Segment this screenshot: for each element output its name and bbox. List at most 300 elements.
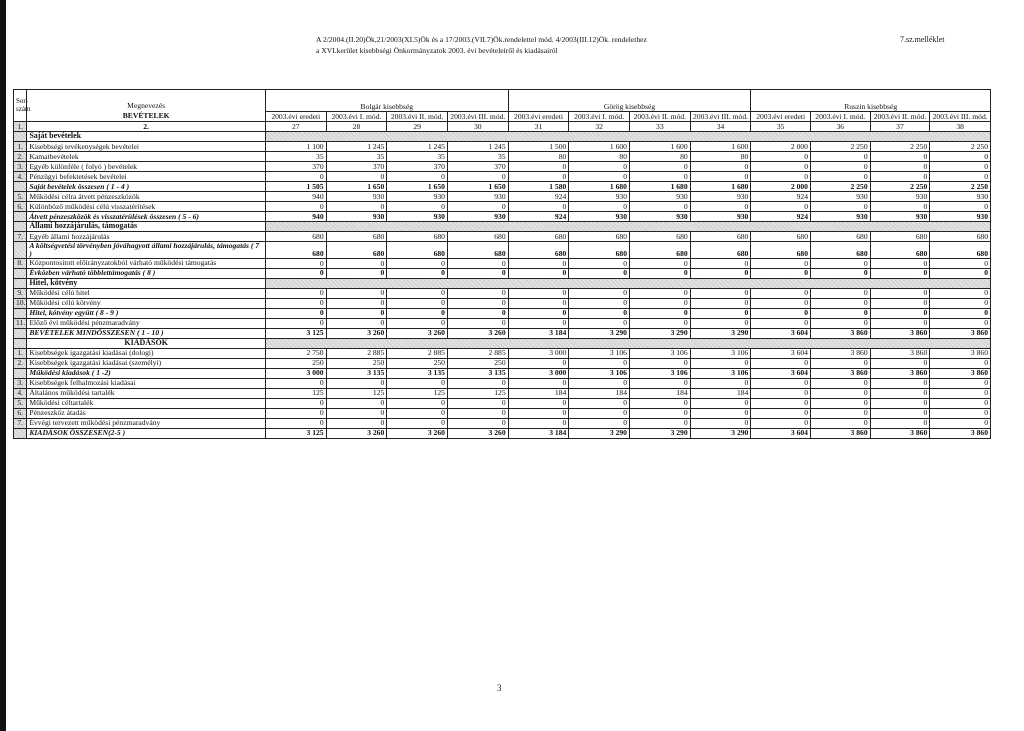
row-value: 0 [387,268,448,278]
row-value: 0 [326,308,387,318]
col-index-9: 36 [810,122,870,132]
row-value: 924 [751,192,811,202]
col-index-11: 38 [930,122,991,132]
row-value: 3 860 [930,348,991,358]
row-value: 0 [751,418,811,428]
row-value: 0 [569,202,630,212]
row-value: 0 [265,398,326,408]
row-value: 0 [751,358,811,368]
row-value: 0 [870,358,930,368]
row-value: 1 600 [569,142,630,152]
row-value: 0 [930,318,991,328]
row-value: 930 [870,192,930,202]
page-number: 3 [497,683,502,693]
row-value: 0 [690,162,751,172]
row-value: 0 [387,418,448,428]
row-value: 0 [629,408,690,418]
row-value: 3 604 [751,348,811,358]
row-label: Kisebbségek igazgatási kiadásai (személyi) [27,358,266,368]
subheader-1-2: 2003.évi II. mód. [629,112,690,122]
row-value: 3 860 [870,368,930,378]
row-value: 1 245 [326,142,387,152]
row-value: 3 860 [930,368,991,378]
row-value: 0 [810,298,870,308]
row-value: 0 [690,298,751,308]
row-value: 0 [810,258,870,268]
row-label: A költségvetési törvényben jóváhagyott állami hozzájárulás, támogatás ( 7 ) [27,242,266,259]
row-label: Pénzügyi befektetések bevételei [27,172,266,182]
row-value: 125 [387,388,448,398]
row-value: 0 [326,298,387,308]
table-row [14,328,991,338]
row-value: 0 [265,172,326,182]
row-value: 680 [447,242,508,259]
row-value: 80 [569,152,630,162]
row-value: 0 [810,388,870,398]
row-value: 3 860 [870,348,930,358]
row-value: 0 [629,202,690,212]
row-value: 1 650 [447,182,508,192]
row-value: 3 125 [265,328,326,338]
row-value: 0 [508,318,569,328]
row-number: 3. [14,162,27,172]
row-value: 35 [387,152,448,162]
row-value: 184 [629,388,690,398]
scan-edge-bar [0,0,6,731]
row-value: 0 [690,268,751,278]
row-value: 0 [569,318,630,328]
row-value: 0 [508,418,569,428]
row-value: 250 [265,358,326,368]
row-value: 2 885 [387,348,448,358]
row-value: 930 [447,192,508,202]
row-value: 930 [569,212,630,222]
row-value: 0 [569,258,630,268]
row-value: 0 [265,318,326,328]
table-row [14,192,991,202]
table-row [14,378,991,388]
row-value: 3 260 [447,328,508,338]
row-value: 0 [870,162,930,172]
annex-label: 7.sz.melléklet [900,35,945,44]
row-value: 1 680 [569,182,630,192]
group-ruszin: Ruszin kisebbség [751,90,991,112]
row-value: 0 [870,268,930,278]
row-value: 2 250 [870,182,930,192]
row-label: Kisebbségek felhalmozási kiadásai [27,378,266,388]
col-index-4: 31 [508,122,569,132]
row-number: 11. [14,318,27,328]
row-value: 3 860 [930,428,991,438]
row-value: 0 [751,172,811,182]
row-value: 3 135 [326,368,387,378]
row-fill [265,338,990,348]
row-value: 0 [508,358,569,368]
row-value: 0 [326,268,387,278]
row-value: 1 650 [326,182,387,192]
col-index-10: 37 [870,122,930,132]
row-value: 0 [690,258,751,268]
row-value: 930 [870,212,930,222]
row-value: 680 [870,232,930,242]
row-value: 0 [508,308,569,318]
row-value: 370 [387,162,448,172]
row-value: 930 [447,212,508,222]
subheader-0-2: 2003.évi II. mód. [387,112,448,122]
row-value: 2 000 [751,182,811,192]
row-value: 0 [870,398,930,408]
row-value: 930 [930,192,991,202]
row-value: 3 106 [629,368,690,378]
row-label: Különböző működési célú visszatérítések [27,202,266,212]
row-value: 0 [690,288,751,298]
row-number [14,338,27,348]
table-row [14,212,991,222]
row-value: 0 [265,308,326,318]
row-label: Általános működési tartalék [27,388,266,398]
table-row [14,162,991,172]
row-value: 0 [447,398,508,408]
row-value: 930 [569,192,630,202]
document-header [316,34,647,56]
row-value: 1 600 [629,142,690,152]
col-index-8: 35 [751,122,811,132]
row-value: 0 [447,268,508,278]
row-value: 3 184 [508,428,569,438]
row-value: 35 [326,152,387,162]
row-number: 5. [14,398,27,408]
row-value: 680 [326,242,387,259]
row-value: 0 [265,202,326,212]
col-index-first: 1. [14,122,27,132]
row-value: 3 860 [870,428,930,438]
row-value: 0 [751,288,811,298]
row-value: 0 [447,308,508,318]
row-value: 0 [930,398,991,408]
subheader-1-0: 2003.évi eredeti [508,112,569,122]
row-value: 3 106 [690,368,751,378]
row-value: 0 [751,378,811,388]
row-value: 930 [690,212,751,222]
row-number: 7. [14,232,27,242]
row-value: 0 [447,408,508,418]
row-label: Pénzeszköz átadás [27,408,266,418]
row-value: 0 [930,378,991,388]
table-row [14,258,991,268]
row-value: 0 [751,308,811,318]
row-number: 2. [14,358,27,368]
row-value: 0 [569,378,630,388]
row-value: 0 [387,258,448,268]
row-value: 3 106 [569,368,630,378]
table-row [14,418,991,428]
row-number [14,222,27,232]
row-value: 2 000 [751,142,811,152]
row-number: 6. [14,408,27,418]
header-line-1: A 2/2004.(II.20)Ök,21/2003(XI.5)Ök és a 17/2003.(VII.7)Ök.rendelettel mód. 4/2003(III.12)Ök. rendelethez [316,35,647,44]
row-number: 7. [14,418,27,428]
row-value: 1 680 [629,182,690,192]
row-value: 680 [629,232,690,242]
group-gorog: Görög kisebbség [508,90,751,112]
row-value: 0 [629,258,690,268]
row-number: 9. [14,288,27,298]
row-value: 1 650 [387,182,448,192]
row-value: 0 [508,258,569,268]
row-value: 0 [810,418,870,428]
col-index-6: 33 [629,122,690,132]
row-label: Előző évi működési pénzmaradvány [27,318,266,328]
table-row [14,222,991,232]
row-value: 680 [629,242,690,259]
row-value: 0 [629,308,690,318]
col-index-5: 32 [569,122,630,132]
row-value: 0 [690,308,751,318]
row-value: 1 500 [508,142,569,152]
table-row [14,242,991,259]
row-value: 0 [930,418,991,428]
row-value: 924 [751,212,811,222]
row-value: 0 [326,408,387,418]
row-value: 0 [870,172,930,182]
megnevezes-label: Megnevezés [127,101,166,110]
row-value: 0 [930,288,991,298]
subheader-0-3: 2003.évi III. mód. [447,112,508,122]
row-value: 1 580 [508,182,569,192]
row-value: 3 260 [447,428,508,438]
row-value: 0 [930,408,991,418]
row-value: 0 [265,268,326,278]
row-value: 250 [387,358,448,368]
row-value: 0 [810,408,870,418]
row-value: 0 [751,162,811,172]
row-value: 3 290 [569,428,630,438]
row-value: 0 [810,308,870,318]
row-value: 0 [387,308,448,318]
row-value: 184 [690,388,751,398]
sorszam-header: Sor-szám [14,90,27,122]
row-value: 2 250 [810,182,870,192]
table-row [14,408,991,418]
row-value: 0 [326,398,387,408]
row-number [14,278,27,288]
row-value: 3 860 [930,328,991,338]
row-value: 0 [569,298,630,308]
row-value: 1 100 [265,142,326,152]
table-row [14,182,991,192]
row-value: 0 [508,408,569,418]
row-label: Átvett pénzeszközök és visszatérülések összesen ( 5 - 6) [27,212,266,222]
row-value: 2 250 [930,142,991,152]
row-value: 370 [447,162,508,172]
row-value: 0 [629,162,690,172]
row-value: 680 [751,242,811,259]
row-value: 80 [690,152,751,162]
row-value: 0 [930,308,991,318]
row-value: 0 [930,268,991,278]
table-row [14,398,991,408]
row-value: 680 [751,232,811,242]
row-value: 3 860 [810,368,870,378]
row-value: 2 250 [930,182,991,192]
row-value: 940 [265,212,326,222]
row-value: 0 [930,358,991,368]
row-value: 0 [751,298,811,308]
row-value: 0 [870,408,930,418]
row-value: 3 290 [569,328,630,338]
row-value: 0 [690,418,751,428]
row-value: 0 [930,152,991,162]
row-value: 3 260 [387,428,448,438]
col-index-1: 28 [326,122,387,132]
row-value: 3 290 [629,428,690,438]
table-row [14,202,991,212]
row-value: 0 [810,268,870,278]
row-number: 10. [14,298,27,308]
row-value: 0 [447,318,508,328]
table-row [14,132,991,142]
row-value: 3 000 [265,368,326,378]
row-number: 1. [14,142,27,152]
row-value: 3 604 [751,368,811,378]
row-value: 0 [326,418,387,428]
row-value: 2 750 [265,348,326,358]
row-value: 0 [387,202,448,212]
row-value: 0 [810,318,870,328]
row-number: 6. [14,202,27,212]
subheader-1-1: 2003.évi I. mód. [569,112,630,122]
row-value: 930 [326,212,387,222]
row-value: 680 [508,232,569,242]
row-value: 0 [690,318,751,328]
row-value: 35 [447,152,508,162]
row-value: 0 [930,172,991,182]
row-value: 0 [265,418,326,428]
table-row [14,318,991,328]
row-value: 0 [508,378,569,388]
col-index-3: 30 [447,122,508,132]
subheader-1-3: 2003.évi III. mód. [690,112,751,122]
subheader-2-3: 2003.évi III. mód. [930,112,991,122]
row-value: 0 [629,358,690,368]
row-value: 0 [387,408,448,418]
subheader-0-1: 2003.évi I. mód. [326,112,387,122]
subheader-2-2: 2003.évi II. mód. [870,112,930,122]
row-value: 0 [326,378,387,388]
table-row [14,388,991,398]
row-value: 3 604 [751,328,811,338]
row-value: 0 [930,162,991,172]
row-value: 0 [508,162,569,172]
row-value: 3 860 [810,428,870,438]
row-value: 0 [751,268,811,278]
row-value: 0 [569,418,630,428]
row-value: 0 [447,298,508,308]
table-row [14,308,991,318]
row-value: 0 [326,318,387,328]
subheader-0-0: 2003.évi eredeti [265,112,326,122]
row-value: 35 [265,152,326,162]
table-row [14,268,991,278]
row-value: 0 [569,172,630,182]
row-value: 680 [569,242,630,259]
row-value: 3 290 [690,328,751,338]
row-value: 0 [387,288,448,298]
row-number [14,328,27,338]
row-number [14,428,27,438]
col-index-second: 2. [27,122,266,132]
row-value: 0 [810,152,870,162]
row-value: 680 [387,232,448,242]
row-fill [265,222,990,232]
row-value: 1 245 [447,142,508,152]
row-value: 0 [265,298,326,308]
row-value: 3 860 [810,328,870,338]
row-label: Működési célra átvett pénzeszközök [27,192,266,202]
row-label: Kisebbségi tevékenységek bevételei [27,142,266,152]
subheader-2-1: 2003.évi I. mód. [810,112,870,122]
row-value: 0 [447,288,508,298]
row-value: 0 [326,288,387,298]
row-value: 1 600 [690,142,751,152]
row-value: 680 [690,232,751,242]
row-value: 250 [447,358,508,368]
table-row [14,298,991,308]
row-value: 0 [751,318,811,328]
row-label: Működési célú kötvény [27,298,266,308]
row-label: Működési célú hitel [27,288,266,298]
row-value: 0 [870,258,930,268]
row-value: 0 [387,318,448,328]
row-label: Működési céltartalék [27,398,266,408]
row-value: 680 [930,232,991,242]
row-value: 0 [326,172,387,182]
row-value: 0 [870,308,930,318]
group-bolgar: Bolgár kisebbség [265,90,508,112]
row-value: 0 [690,408,751,418]
row-value: 0 [930,258,991,268]
row-value: 2 250 [810,142,870,152]
row-value: 0 [508,202,569,212]
row-label: KIADÁSOK [27,338,266,348]
row-value: 680 [447,232,508,242]
row-value: 0 [810,378,870,388]
col-index-7: 34 [690,122,751,132]
row-number [14,212,27,222]
row-value: 2 250 [870,142,930,152]
row-value: 0 [508,398,569,408]
row-value: 930 [810,192,870,202]
row-value: 0 [930,388,991,398]
row-value: 0 [508,298,569,308]
row-value: 0 [508,268,569,278]
row-value: 3 290 [629,328,690,338]
row-value: 680 [265,232,326,242]
row-label: Saját bevételek [27,132,266,142]
row-value: 930 [629,192,690,202]
col-index-2: 29 [387,122,448,132]
row-number: 2. [14,152,27,162]
row-value: 0 [870,298,930,308]
row-value: 0 [326,258,387,268]
row-label: Kamatbevételek [27,152,266,162]
table-row [14,142,991,152]
row-value: 0 [690,358,751,368]
row-value: 3 000 [508,348,569,358]
row-value: 0 [751,408,811,418]
row-value: 930 [387,212,448,222]
row-value: 0 [810,358,870,368]
